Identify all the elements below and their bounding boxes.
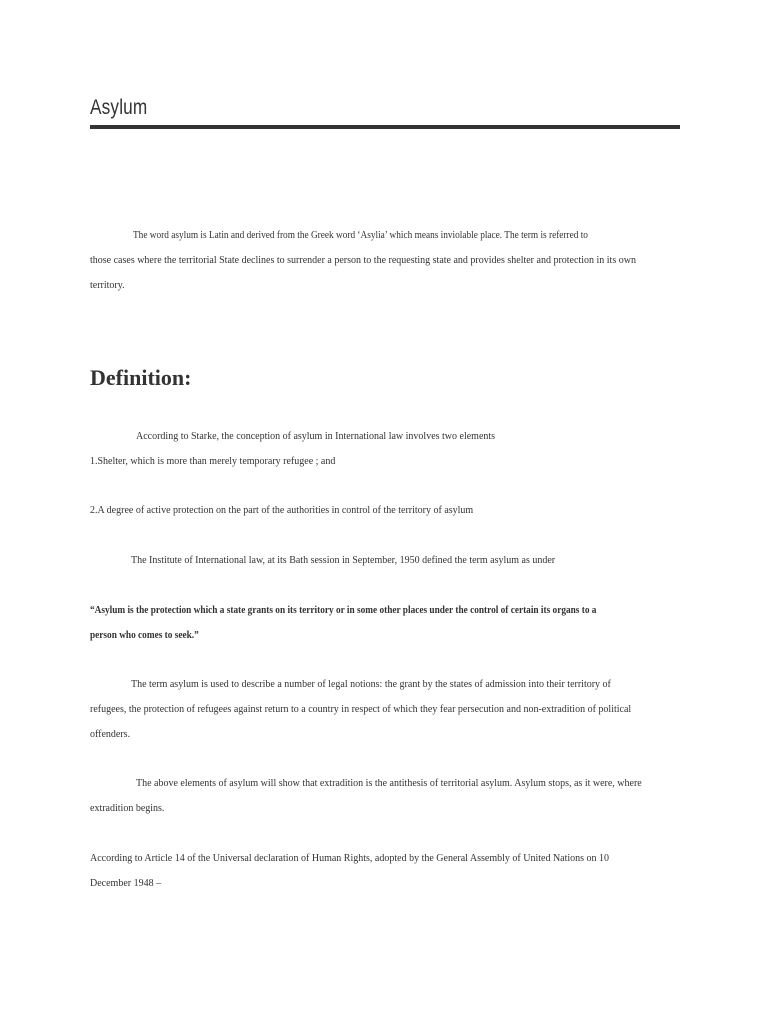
institute-paragraph: The Institute of International law, at its Bath session in September, 1950 defined the term asylum as under [131, 555, 556, 566]
intro-line-1: The word asylum is Latin and derived from the Greek word ‘Asylia’ which means inviolable place. The term is referred to [133, 230, 588, 241]
starke-paragraph: According to Starke, the conception of asylum in International law involves two elements [136, 431, 496, 442]
notions-line-1: The term asylum is used to describe a number of legal notions: the grant by the states of admission into their territory of [131, 679, 611, 690]
notions-line-2: refugees, the protection of refugees against return to a country in respect of which they fear persecution and non-extradition of political [90, 704, 632, 715]
article-line-1: According to Article 14 of the Universal declaration of Human Rights, adopted by the General Assembly of United Nations on 10 [90, 853, 610, 864]
article-line-2: December 1948 – [90, 878, 162, 889]
title-divider [90, 125, 680, 129]
document-title: Asylum [90, 96, 148, 119]
quote-line-1: “Asylum is the protection which a state grants on its territory or in some other places under the control of certain its organs to a [90, 605, 597, 616]
notions-line-3: offenders. [90, 729, 131, 740]
element-1: 1.Shelter, which is more than merely temporary refugee ; and [90, 456, 336, 467]
quote-line-2: person who comes to seek.” [90, 630, 199, 641]
element-2: 2.A degree of active protection on the part of the authorities in control of the territory of asylum [90, 505, 474, 516]
definition-heading: Definition: [90, 365, 192, 390]
elements-line-1: The above elements of asylum will show that extradition is the antithesis of territorial asylum. Asylum stops, as it were, where [136, 778, 642, 789]
intro-line-2: those cases where the territorial State declines to surrender a person to the requesting state and provides shelter and protection in its own [90, 255, 636, 266]
elements-line-2: extradition begins. [90, 803, 165, 814]
intro-line-3: territory. [90, 280, 125, 291]
